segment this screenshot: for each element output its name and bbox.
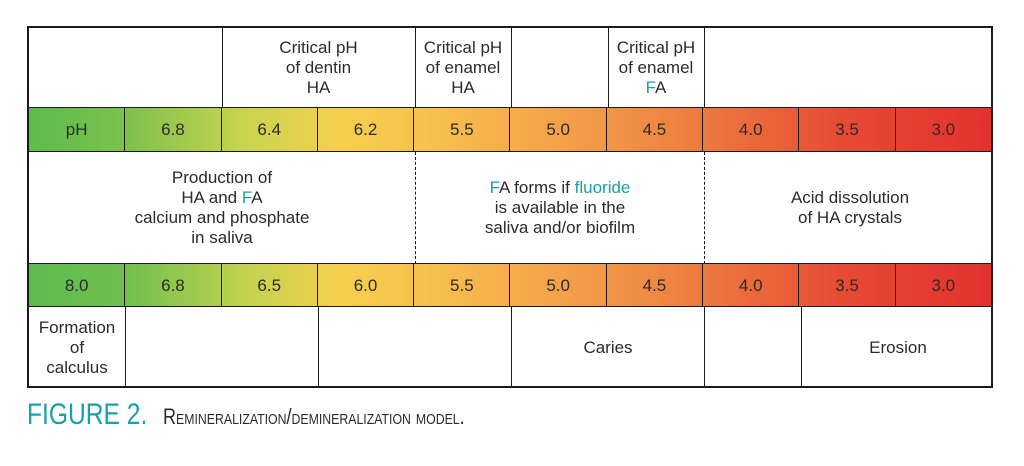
ph-cell: 6.5: [222, 264, 318, 307]
caries-cell: Caries: [583, 337, 633, 357]
ph-cell: 3.5: [799, 108, 895, 152]
grid-line: [415, 28, 416, 108]
ph-cell: 6.2: [318, 108, 414, 152]
grid-line: [704, 307, 705, 388]
grid-line: [29, 107, 991, 108]
acid-dissolution-description: Acid dissolution of HA crystals: [790, 188, 910, 227]
ph-scale-bottom: [29, 264, 991, 307]
ph-cell: 5.0: [510, 108, 606, 152]
grid-line: [29, 263, 991, 264]
header-dentin-cell: Critical pH of dentin HA: [279, 38, 358, 97]
erosion-cell: Erosion: [869, 337, 927, 357]
grid-line: [29, 151, 991, 152]
grid-line: [511, 307, 512, 388]
fa-f-letter: F: [645, 78, 656, 97]
header-enamel-fa-cell: [608, 28, 704, 108]
ph-cell: 5.5: [414, 108, 510, 152]
dashed-divider: [415, 152, 416, 264]
ph-cell: 3.5: [799, 264, 895, 307]
header-enamel-ha-cell: Critical pH of enamel HA: [423, 38, 503, 97]
ph-cell: 3.0: [931, 120, 956, 139]
ph-cell: 4.0: [703, 108, 799, 152]
ph-model-table: [27, 26, 993, 388]
calculus-cell: Formation of calculus: [38, 317, 116, 377]
ph-cell: 4.5: [607, 108, 703, 152]
production-description: Production of HA and FA calcium and phosphate in saliva: [134, 168, 310, 247]
grid-line: [801, 307, 802, 388]
dashed-divider: [704, 152, 705, 264]
ph-cell: 5.0: [510, 264, 606, 307]
ph-cell: 6.0: [318, 264, 414, 307]
header-enamel-fa-prefix: Critical pH of enamel FA: [616, 38, 696, 97]
ph-cell: 4.0: [703, 264, 799, 307]
figure-caption: [27, 398, 531, 438]
grid-line: [511, 28, 512, 108]
ph-cell: 6.8: [125, 264, 221, 307]
ph-cell: 8.0: [29, 264, 125, 307]
grid-line: [222, 28, 223, 108]
figure-title: Remineralization/demineralization model.: [163, 404, 465, 429]
fa-forms-description: FA forms if fluoride is available in the saliva and/or biofilm: [484, 178, 636, 237]
ph-scale-top: [29, 108, 991, 152]
ph-cell: 3.0: [931, 275, 956, 295]
ph-cell: 4.5: [607, 264, 703, 307]
grid-line: [318, 307, 319, 388]
grid-line: [704, 28, 705, 108]
grid-line: [608, 28, 609, 108]
figure-number: FIGURE 2.: [27, 398, 148, 431]
ph-cell: 5.5: [414, 264, 510, 307]
ph-cell: 6.4: [222, 108, 318, 152]
ph-cell: 6.8: [125, 108, 221, 152]
ph-cell: pH: [29, 108, 125, 152]
grid-line: [29, 306, 991, 307]
grid-line: [125, 307, 126, 388]
